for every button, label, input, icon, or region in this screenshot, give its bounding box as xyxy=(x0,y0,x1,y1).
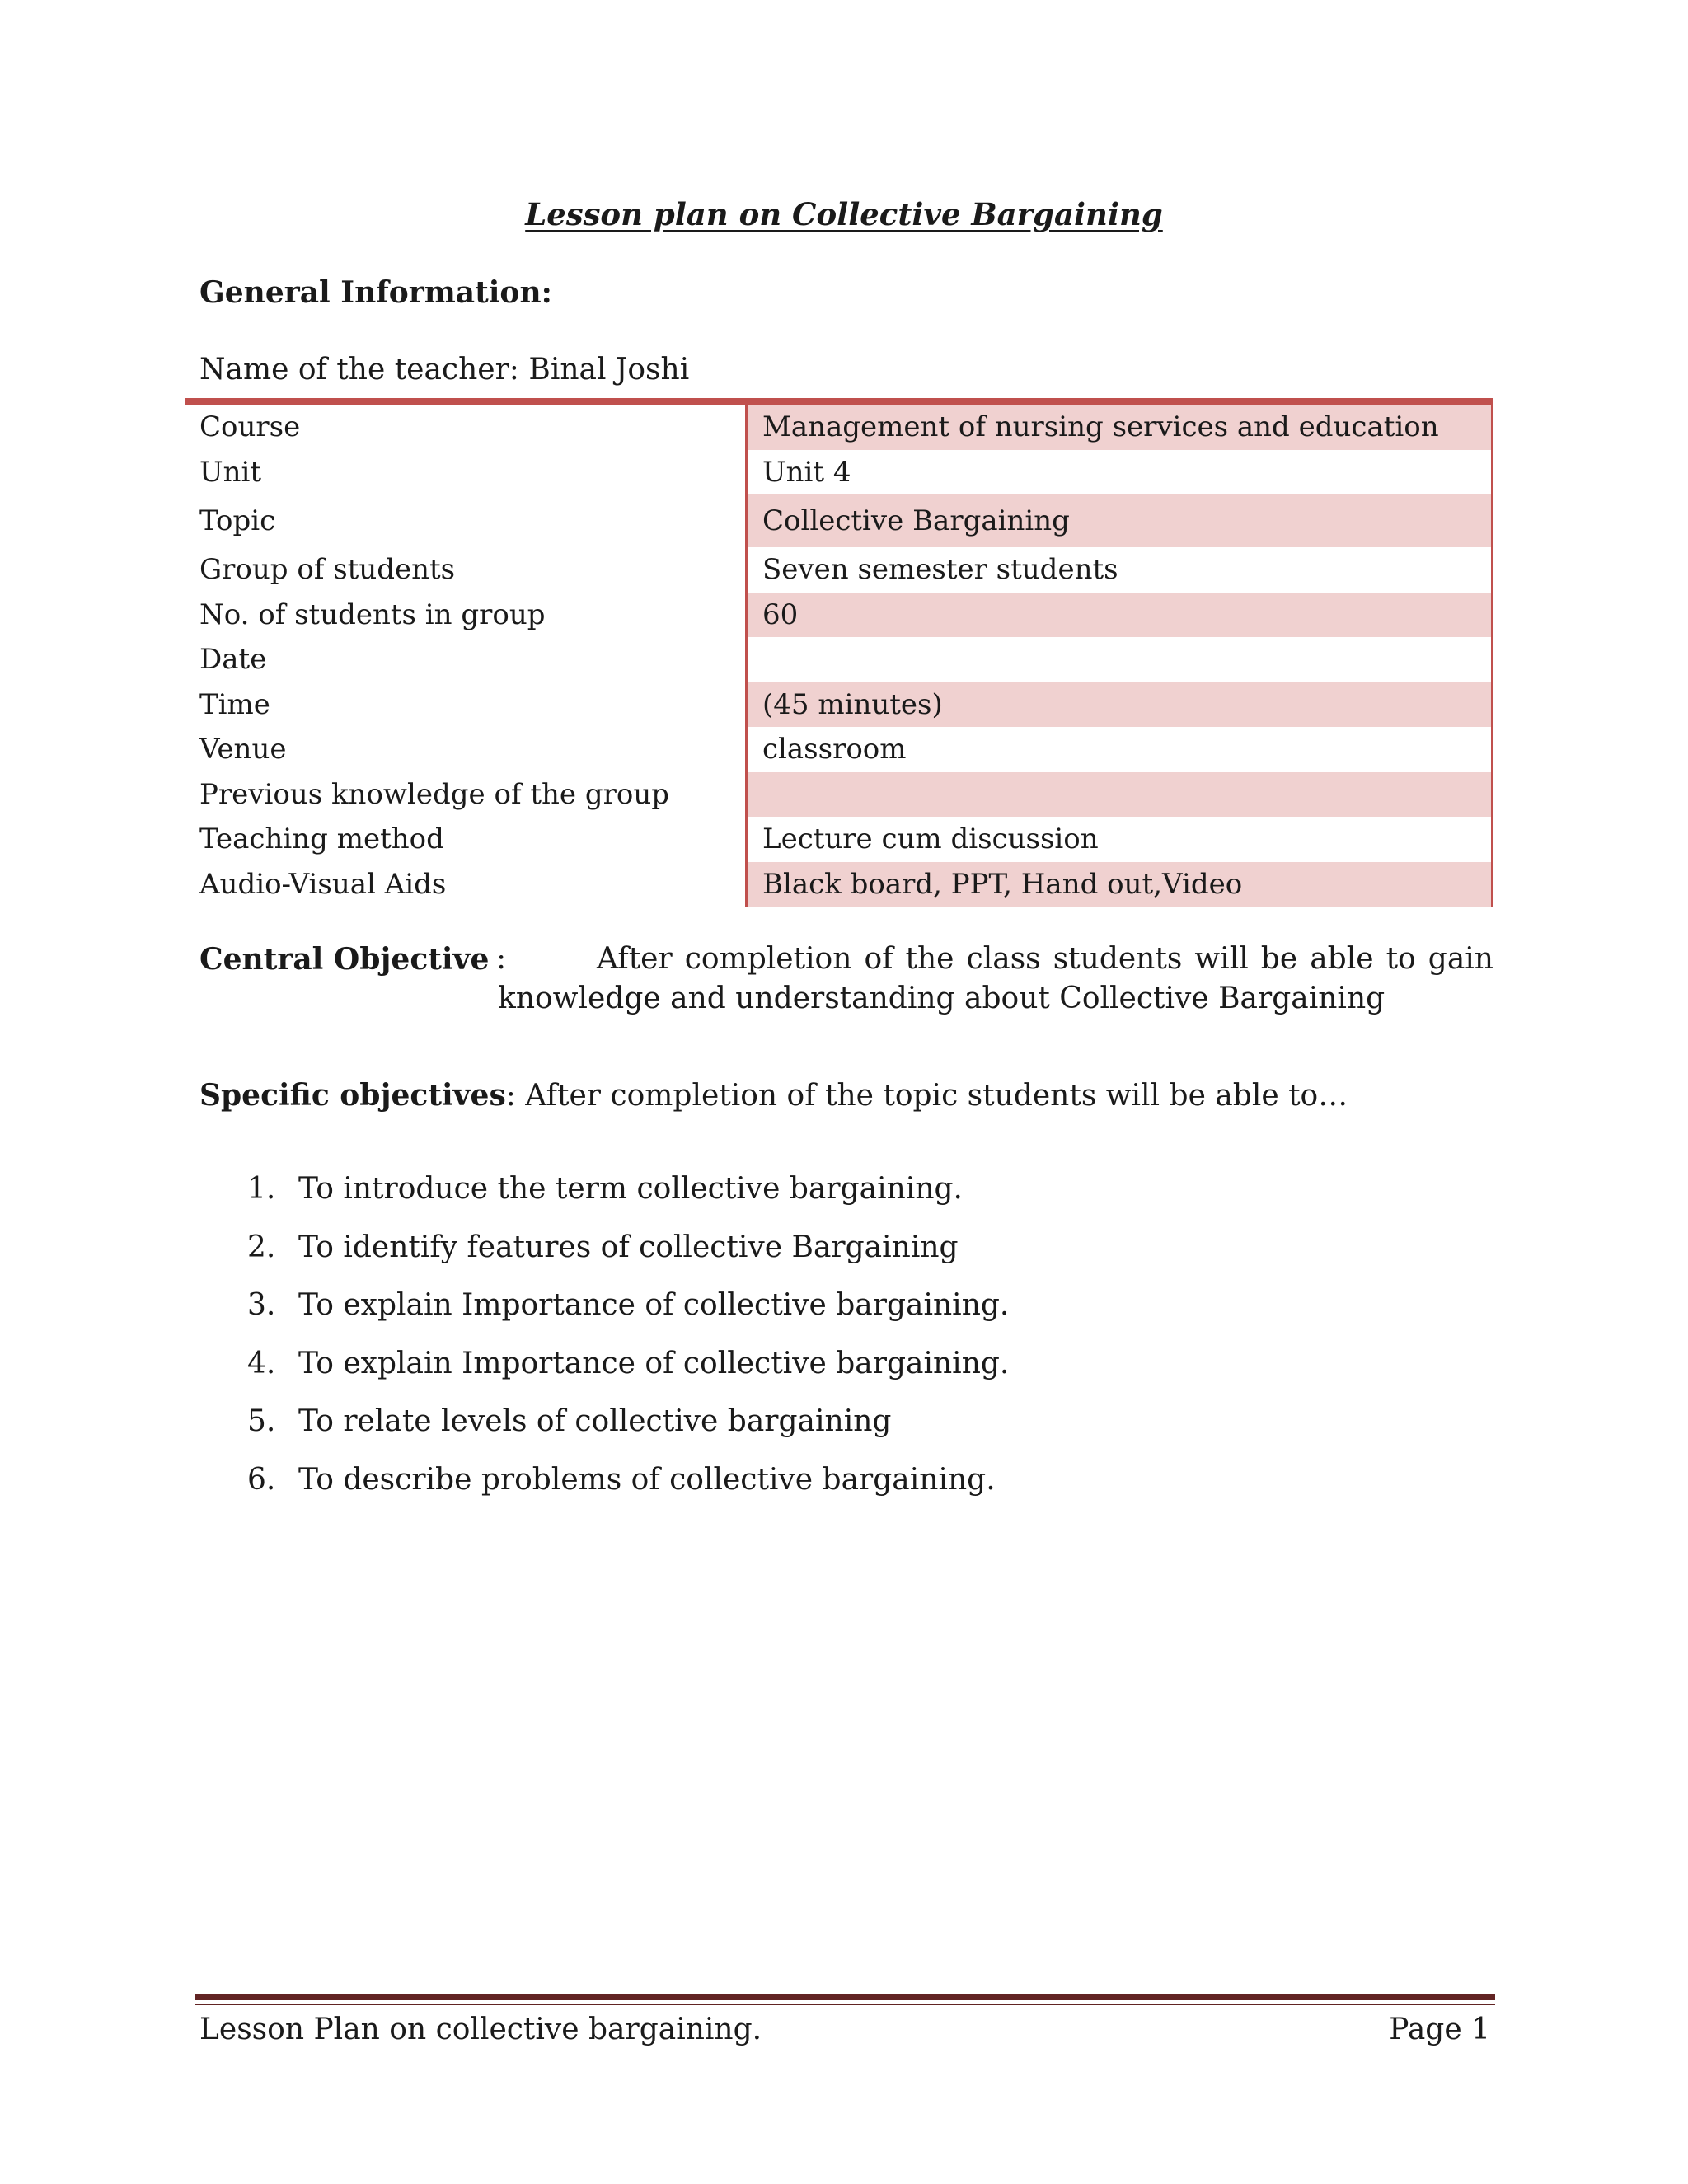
list-item-text: To identify features of collective Bargaining xyxy=(298,1230,959,1264)
row-value: Management of nursing services and education xyxy=(745,405,1493,450)
general-information-heading: General Information: xyxy=(199,275,552,310)
list-item xyxy=(199,1288,1009,1347)
table-row xyxy=(185,405,1493,450)
list-item-number: 4. xyxy=(247,1346,276,1380)
row-value xyxy=(745,637,1493,682)
footer-title: Lesson Plan on collective bargaining. xyxy=(199,2013,762,2046)
footer-divider xyxy=(195,1994,1495,2000)
table-row xyxy=(185,593,1493,638)
row-label: Teaching method xyxy=(199,823,444,856)
row-value: Seven semester students xyxy=(745,547,1493,593)
list-item xyxy=(199,1347,1009,1405)
table-row xyxy=(185,817,1493,862)
row-value: Black board, PPT, Hand out,Video xyxy=(745,862,1493,907)
list-item xyxy=(199,1404,1009,1463)
row-value: classroom xyxy=(745,727,1493,772)
list-item xyxy=(199,1230,1009,1289)
page-number: Page 1 xyxy=(1389,2013,1490,2046)
row-label: No. of students in group xyxy=(199,598,546,631)
row-value: Lecture cum discussion xyxy=(745,817,1493,862)
row-value xyxy=(745,772,1493,818)
list-item-text: To explain Importance of collective bargaining. xyxy=(298,1288,1010,1322)
list-item-number: 5. xyxy=(247,1404,276,1438)
row-value: 60 xyxy=(745,593,1493,638)
row-value: (45 minutes) xyxy=(745,682,1493,728)
specific-objectives-label: Specific objectives xyxy=(199,1078,506,1113)
specific-objectives-list xyxy=(199,1172,1009,1521)
row-label: Group of students xyxy=(199,553,456,587)
row-label: Topic xyxy=(199,504,276,537)
row-label: Unit xyxy=(199,455,262,489)
list-item-text: To introduce the term collective bargaining. xyxy=(298,1172,963,1206)
table-row xyxy=(185,682,1493,728)
list-item xyxy=(199,1463,1009,1521)
central-objective-text: After completion of the class students will be able to gain knowledge and understanding about Collective Bargaining xyxy=(498,942,1493,1015)
list-item xyxy=(199,1172,1009,1230)
row-label: Course xyxy=(199,410,301,444)
row-label: Audio-Visual Aids xyxy=(199,867,447,901)
table-row xyxy=(185,772,1493,818)
row-label: Date xyxy=(199,643,267,677)
list-item-number: 1. xyxy=(247,1172,276,1206)
central-objective-colon: : xyxy=(496,942,507,976)
row-value: Unit 4 xyxy=(745,450,1493,495)
list-item-text: To describe problems of collective bargaining. xyxy=(298,1462,996,1497)
table-row xyxy=(185,547,1493,593)
row-label: Previous knowledge of the group xyxy=(199,777,669,811)
general-information-table xyxy=(185,398,1493,907)
specific-objectives-line xyxy=(199,1078,1348,1113)
table-row xyxy=(185,727,1493,772)
teacher-name-line: Name of the teacher: Binal Joshi xyxy=(199,353,690,387)
table-row xyxy=(185,450,1493,495)
document-title: Lesson plan on Collective Bargaining xyxy=(525,196,1163,232)
footer-divider-thin xyxy=(195,2004,1495,2005)
central-objective-label: Central Objective xyxy=(199,942,490,977)
list-item-number: 6. xyxy=(247,1462,276,1497)
list-item-number: 2. xyxy=(247,1230,276,1264)
row-label: Time xyxy=(199,687,270,721)
row-label: Venue xyxy=(199,733,287,766)
specific-objectives-intro: : After completion of the topic students will be able to… xyxy=(505,1079,1348,1113)
list-item-number: 3. xyxy=(247,1288,276,1322)
table-row xyxy=(185,637,1493,682)
table-row xyxy=(185,494,1493,547)
list-item-text: To explain Importance of collective bargaining. xyxy=(298,1346,1010,1380)
row-value: Collective Bargaining xyxy=(745,494,1493,547)
list-item-text: To relate levels of collective bargaining xyxy=(298,1404,892,1438)
table-row xyxy=(185,862,1493,907)
